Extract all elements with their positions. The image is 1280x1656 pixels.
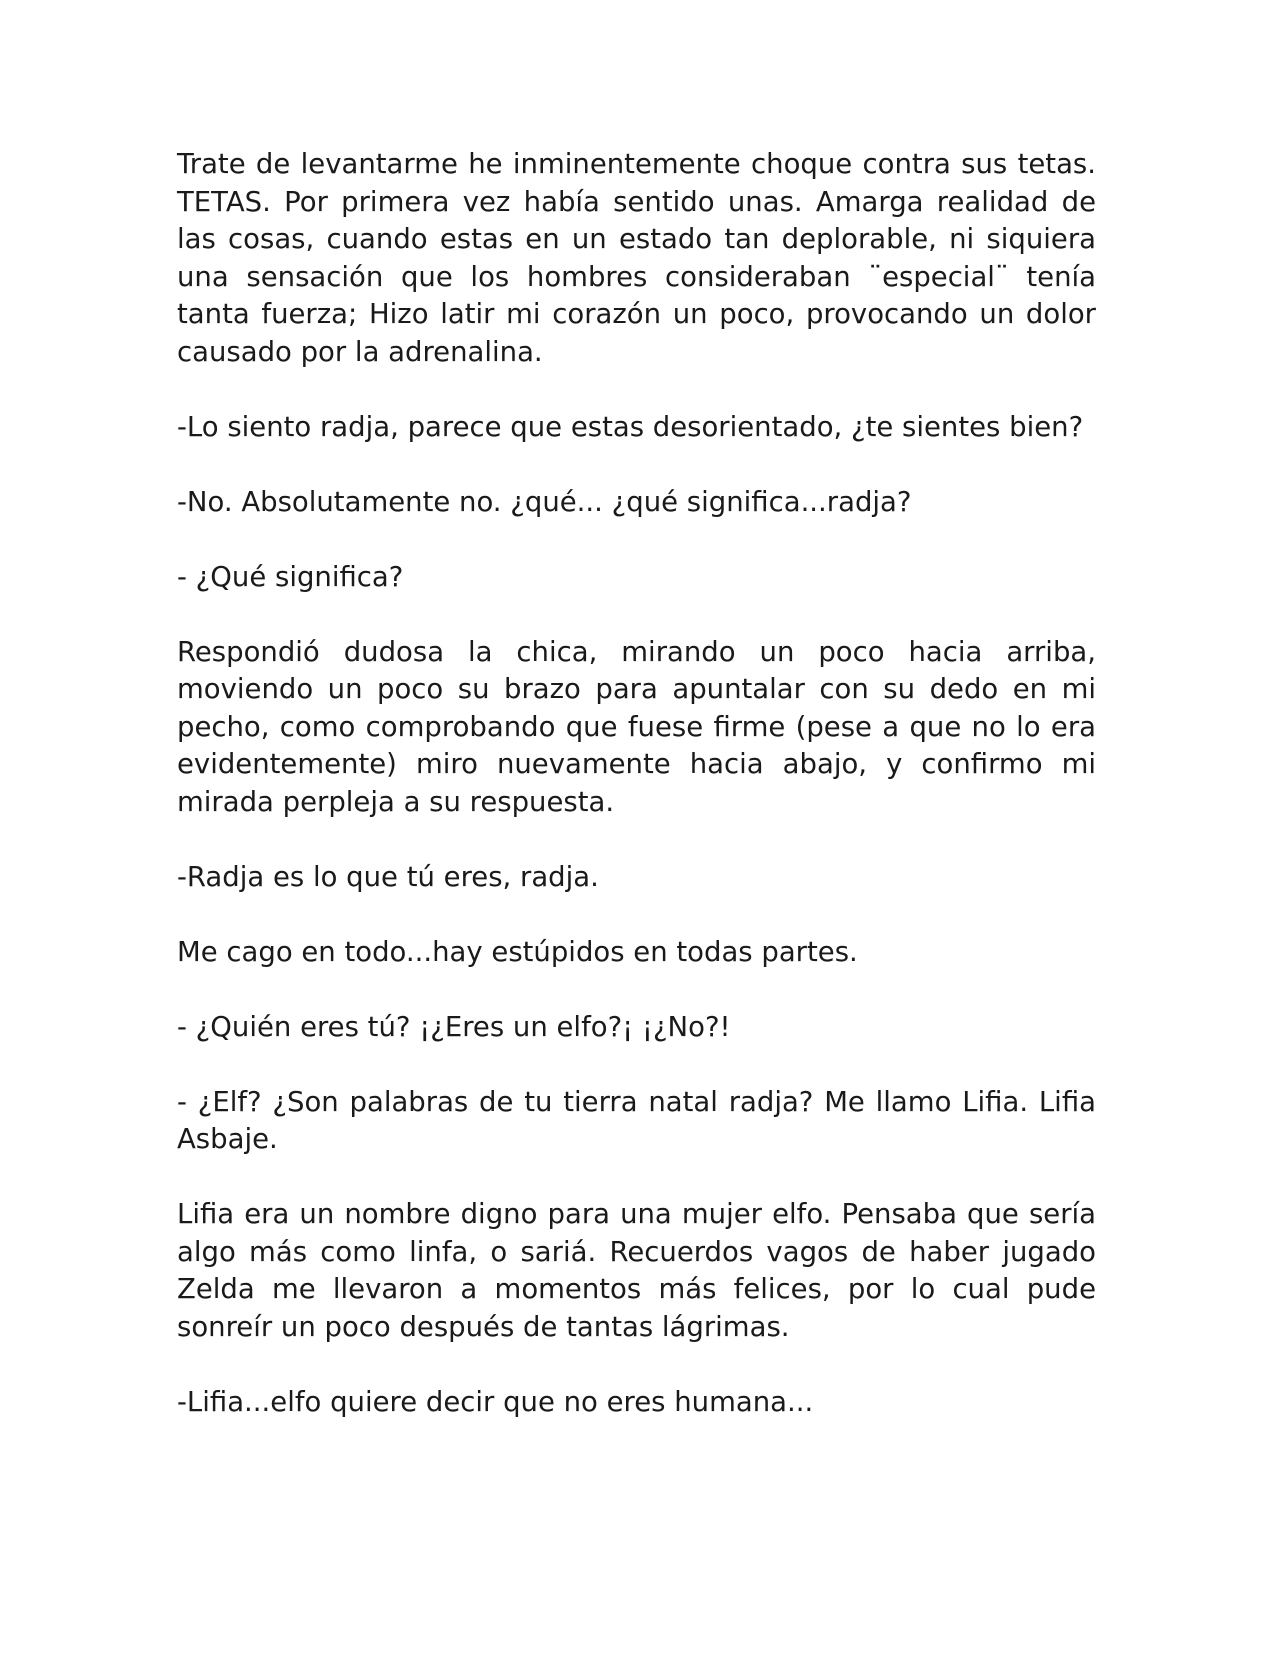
paragraph-dialogue-6: - ¿Elf? ¿Son palabras de tu tierra natal radja? Me llamo Lifia. Lifia Asbaje. <box>177 1085 1096 1155</box>
paragraph-dialogue-5: - ¿Quién eres tú? ¡¿Eres un elfo?¡ ¡¿No?! <box>177 1010 731 1043</box>
paragraph-dialogue-7: -Lifia...elfo quiere decir que no eres humana... <box>177 1385 814 1418</box>
paragraph-dialogue-4: -Radja es lo que tú eres, radja. <box>177 860 599 893</box>
paragraph-narration-2: Respondió dudosa la chica, mirando un poco hacia arriba, moviendo un poco su brazo para apuntalar con su dedo en mi pecho, como comprobando que fuese firme (pese a que no lo era evidentemente) miro nuevamente hacia abajo, y confirmo mi mirada perpleja a su respuesta. <box>177 635 1096 818</box>
text-column <box>177 146 1096 1421</box>
paragraph-narration-4: Lifia era un nombre digno para una mujer elfo. Pensaba que sería algo más como linfa, o sariá. Recuerdos vagos de haber jugado Zelda me llevaron a momentos más felices, por lo cual pude sonreír un poco después de tantas lágrimas. <box>177 1198 1096 1343</box>
paragraph-dialogue-3: - ¿Qué significa? <box>177 560 404 593</box>
paragraph-dialogue-2: -No. Absolutamente no. ¿qué... ¿qué significa...radja? <box>177 485 912 518</box>
paragraph-dialogue-1: -Lo siento radja, parece que estas desorientado, ¿te sientes bien? <box>177 410 1084 443</box>
paragraph-narration-1: Trate de levantarme he inminentemente choque contra sus tetas. TETAS. Por primera vez había sentido unas. Amarga realidad de las cosas, cuando estas en un estado tan deplorable, ni siquiera una sensación que los hombres consideraban ¨especial¨ tenía tanta fuerza; Hizo latir mi corazón un poco, provocando un dolor causado por la adrenalina. <box>177 148 1096 368</box>
paragraph-narration-3: Me cago en todo...hay estúpidos en todas partes. <box>177 935 858 968</box>
